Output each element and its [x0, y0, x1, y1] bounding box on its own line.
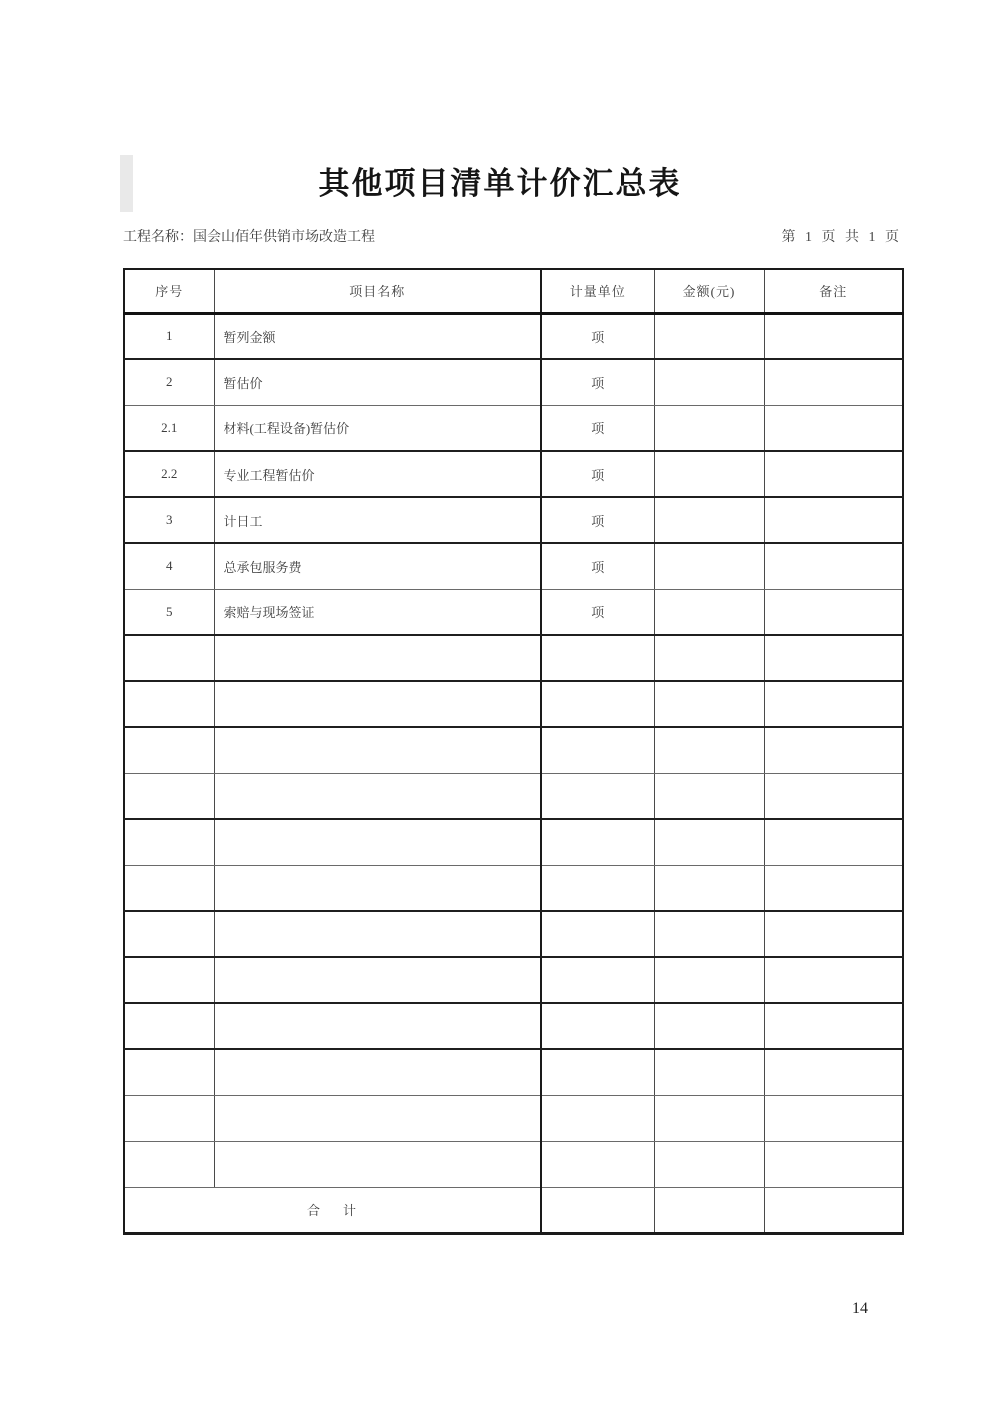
page-title: 其他项目清单计价汇总表: [318, 166, 682, 202]
cell-name: [214, 773, 541, 819]
cell-no: 2.2: [124, 451, 214, 497]
cell-amount: [654, 957, 764, 1003]
cell-no: [124, 865, 214, 911]
table-row: [124, 589, 903, 635]
cell-amount: [654, 635, 764, 681]
table-header: [124, 269, 903, 313]
column-header: 序号: [124, 269, 214, 313]
cell-no: [124, 773, 214, 819]
cell-no: [124, 1095, 214, 1141]
cell-amount: [654, 1095, 764, 1141]
cell-name: [214, 1141, 541, 1187]
table-row: [124, 957, 903, 1003]
cell-unit: [541, 635, 654, 681]
cell-note: [764, 1049, 903, 1095]
cell-unit: [541, 1141, 654, 1187]
cell-name: 材料(工程设备)暂估价: [214, 405, 541, 451]
cell-note: [764, 957, 903, 1003]
cell-amount: [654, 911, 764, 957]
cell-amount: [654, 405, 764, 451]
cell-unit: 项: [541, 405, 654, 451]
cell-note: [764, 727, 903, 773]
total-unit: [541, 1187, 654, 1233]
cell-name: 索赔与现场签证: [214, 589, 541, 635]
cell-name: 专业工程暂估价: [214, 451, 541, 497]
cell-note: [764, 819, 903, 865]
cell-name: [214, 957, 541, 1003]
table-row: [124, 359, 903, 405]
cell-no: 2.1: [124, 405, 214, 451]
cell-unit: [541, 819, 654, 865]
column-header: 计量单位: [541, 269, 654, 313]
table-row: [124, 911, 903, 957]
table-row: [124, 681, 903, 727]
cell-name: [214, 681, 541, 727]
column-header: 金额(元): [654, 269, 764, 313]
cell-amount: [654, 1003, 764, 1049]
cell-note: [764, 313, 903, 359]
cell-no: [124, 681, 214, 727]
cell-note: [764, 635, 903, 681]
total-label: 合 计: [124, 1187, 541, 1233]
cell-note: [764, 405, 903, 451]
cell-amount: [654, 1141, 764, 1187]
cell-no: [124, 635, 214, 681]
cell-amount: [654, 543, 764, 589]
table-row: [124, 1049, 903, 1095]
cell-name: [214, 865, 541, 911]
table-row: [124, 727, 903, 773]
cell-note: [764, 451, 903, 497]
cell-no: 3: [124, 497, 214, 543]
cell-no: [124, 1003, 214, 1049]
cell-amount: [654, 681, 764, 727]
cell-unit: [541, 957, 654, 1003]
table-row: [124, 1003, 903, 1049]
cell-note: [764, 497, 903, 543]
cell-note: [764, 773, 903, 819]
table-body: [124, 313, 903, 1233]
cell-note: [764, 1141, 903, 1187]
table-row: [124, 773, 903, 819]
cell-amount: [654, 865, 764, 911]
table-row: [124, 497, 903, 543]
cell-note: [764, 589, 903, 635]
cell-amount: [654, 451, 764, 497]
info-row: [123, 226, 902, 246]
cell-unit: 项: [541, 589, 654, 635]
cell-unit: [541, 1095, 654, 1141]
cell-no: [124, 1141, 214, 1187]
cell-no: [124, 1049, 214, 1095]
table-row: [124, 1095, 903, 1141]
column-header: 备注: [764, 269, 903, 313]
cell-no: [124, 957, 214, 1003]
header-row: [124, 269, 903, 313]
cell-no: 2: [124, 359, 214, 405]
summary-table: [123, 268, 904, 1235]
cell-amount: [654, 359, 764, 405]
cell-amount: [654, 589, 764, 635]
cell-name: [214, 1095, 541, 1141]
cell-name: [214, 727, 541, 773]
cell-note: [764, 543, 903, 589]
table-row: [124, 1141, 903, 1187]
cell-unit: 项: [541, 313, 654, 359]
total-note: [764, 1187, 903, 1233]
cell-unit: [541, 681, 654, 727]
cell-unit: [541, 865, 654, 911]
cell-note: [764, 865, 903, 911]
cell-amount: [654, 773, 764, 819]
cell-no: 4: [124, 543, 214, 589]
table-row: [124, 819, 903, 865]
page-number: 14: [852, 1300, 868, 1317]
cell-no: [124, 911, 214, 957]
cell-unit: [541, 1003, 654, 1049]
cell-unit: 项: [541, 543, 654, 589]
cell-name: [214, 1049, 541, 1095]
cell-name: 总承包服务费: [214, 543, 541, 589]
cell-amount: [654, 497, 764, 543]
table-row: [124, 451, 903, 497]
cell-name: [214, 1003, 541, 1049]
cell-name: [214, 635, 541, 681]
cell-amount: [654, 313, 764, 359]
table-row: [124, 405, 903, 451]
total-amount: [654, 1187, 764, 1233]
cell-name: 暂估价: [214, 359, 541, 405]
cell-note: [764, 681, 903, 727]
column-header: 项目名称: [214, 269, 541, 313]
table-row: [124, 865, 903, 911]
table-row: [124, 543, 903, 589]
cell-unit: [541, 773, 654, 819]
project-name: 工程名称：国会山佰年供销市场改造工程: [123, 230, 375, 245]
cell-unit: [541, 911, 654, 957]
cell-no: 1: [124, 313, 214, 359]
total-row: [124, 1187, 903, 1233]
cell-name: 暂列金额: [214, 313, 541, 359]
table-row: [124, 313, 903, 359]
cell-amount: [654, 819, 764, 865]
page-info: 第 1 页 共 1 页: [781, 230, 902, 245]
cell-unit: [541, 1049, 654, 1095]
cell-note: [764, 911, 903, 957]
cell-unit: [541, 727, 654, 773]
cell-note: [764, 1095, 903, 1141]
cell-name: [214, 819, 541, 865]
cell-unit: 项: [541, 451, 654, 497]
cell-amount: [654, 1049, 764, 1095]
cell-name: 计日工: [214, 497, 541, 543]
cell-unit: 项: [541, 497, 654, 543]
cell-no: 5: [124, 589, 214, 635]
cell-amount: [654, 727, 764, 773]
cell-unit: 项: [541, 359, 654, 405]
table-row: [124, 635, 903, 681]
cell-name: [214, 911, 541, 957]
cell-note: [764, 1003, 903, 1049]
cell-no: [124, 727, 214, 773]
cell-note: [764, 359, 903, 405]
cell-no: [124, 819, 214, 865]
